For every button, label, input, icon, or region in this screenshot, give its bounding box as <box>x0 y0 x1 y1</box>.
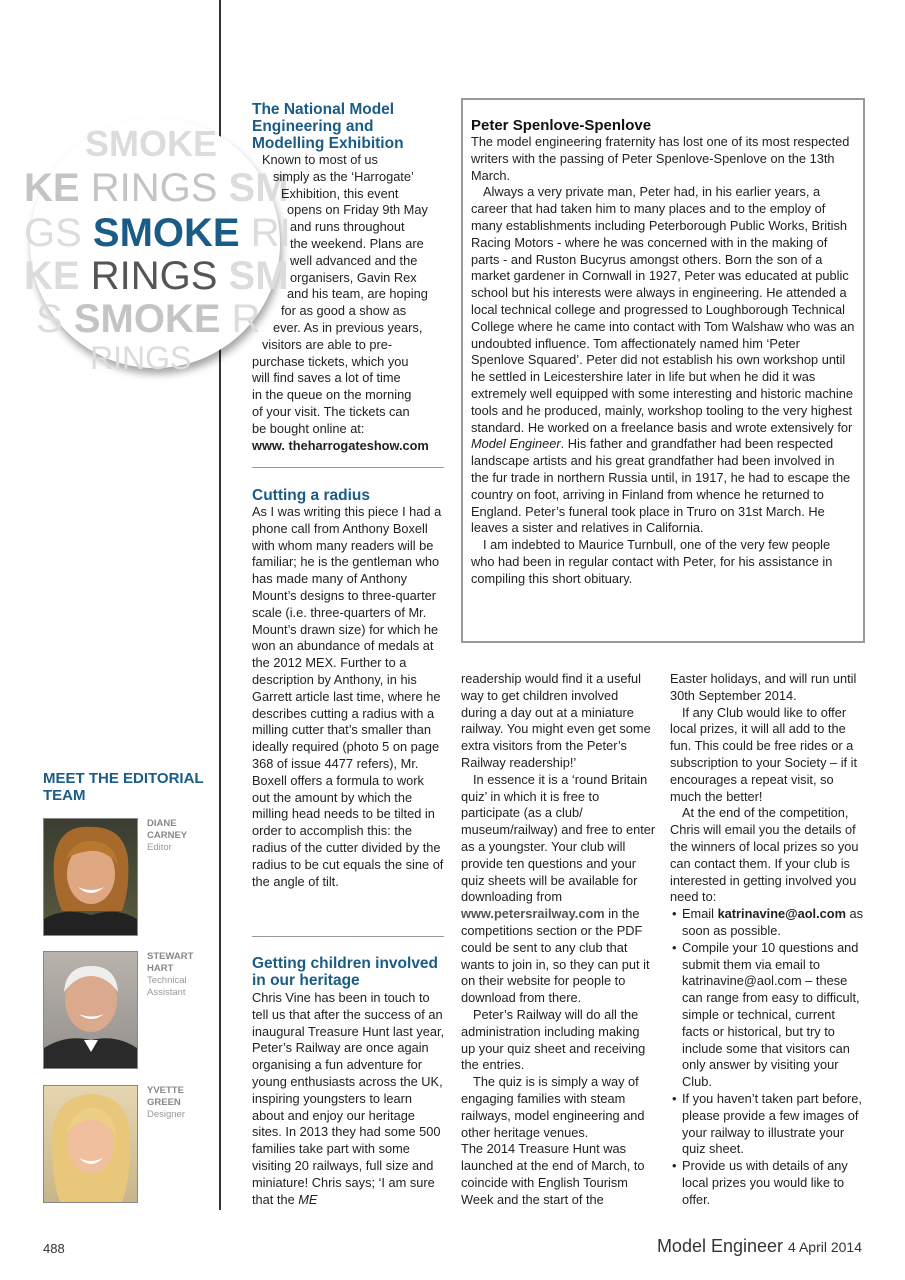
logo-fragment: RINGS <box>90 340 192 376</box>
magazine-footer <box>657 1236 862 1257</box>
heritage-body-col3: Easter holidays, and will run until 30th September 2014. If any Club would like to offer local prizes, it will all add to the fun. This could be free rides or a subscription to your Society – if it encourages a repeat visit, so much the better! At the end of the competition, Chris will email you the details of the winners of local prizes so you can contact them. If your club is interested in getting involved you need to: • Email katrinavine@aol.com as soon as possible. • Compile your 10 questions and submit them via email to katrinavine@aol.com – these can range from easy to difficult, simple or technical, current facts or historical, but try to include some that visitors can only answer by visiting your Club. • If you haven’t taken part before, please provide a few images of your railway to illustrate your quiz sheet. • Provide us with details of any local prizes you would like to offer. <box>670 671 865 1209</box>
logo-smoke: SMOKE <box>92 211 240 255</box>
heritage-body-col1: Chris Vine has been in touch to tell us that after the success of an inaugural Treasure Hunt last year, Peter’s Railway are once again organising a fun adventure for young enthusiasts across the UK, inspiring youngsters to learn about and enjoy our heritage sites. In 2013 they had some 500 families take part with some visiting 20 railways, full size and miniature! Chris says; ‘I am sure that the ME <box>252 990 445 1207</box>
member-yvette-green: YVETTE GREEN Designer <box>147 1085 186 1120</box>
petersrailway-link[interactable]: www.petersrailway.com <box>461 906 605 922</box>
section-divider <box>252 936 444 937</box>
radius-heading: Cutting a radius <box>252 487 370 504</box>
requirements-list <box>670 906 865 1208</box>
logo-fragment: SMOKE <box>85 123 218 164</box>
member-diane-carney: DIANE CARNEY Editor <box>147 818 188 853</box>
logo-line-2: KE RINGS SM <box>24 166 289 210</box>
photo-diane-carney <box>43 818 138 936</box>
list-item: • Provide us with details of any local prizes you would like to offer. <box>670 1158 865 1208</box>
team-heading: MEET THE EDITORIAL TEAM <box>43 770 204 804</box>
harrogate-heading: The National Model Engineering and Modelling Exhibition <box>252 101 404 152</box>
logo-rings: RINGS <box>90 254 218 298</box>
logo-line-4: KE RINGS SM <box>24 254 289 298</box>
obituary-paragraph: Always a very private man, Peter had, in his earlier years, a career that had taken him to many places and to the employ of many establishments including Peterborough Public Works, British Racing Motors - where he was concerned with in the making of parts - and Ruston Bucyrus amongst others. Born the son of a market gardener in Cornwall in 1927, Peter was educated at public school but his interests were always in engineering. He attended a local technical college and progressed to Loughborough Technical College where he came into contact with Tom Walshaw who was an undoubted influence. Tom affectionately named him ‘Peter Spenlove Squared’. Peter did not establish his own workshop until he settled in Leicestershire later in life but when he did it was extremely well equipped with some interesting and historic machine tools and he produced, mainly, workshop tooling to the very highest standard. He worked on a freelance basis and wrote extensively for Model Engineer. His father and grandfather had been respected landscape artists and his great grandfather had been involved in the fur trade in northern Russia until, in 1917, he had to escape the country on foot, arriving in Finland from whence he returned to England. Peter’s funeral took place in Truro on 31st March. He leaves a sister and relatives in California. <box>471 184 855 536</box>
obituary-title: Peter Spenlove-Spenlove <box>471 117 652 134</box>
list-item: • Email katrinavine@aol.com as soon as possible. <box>670 906 865 940</box>
logo-line-5: S SMOKE R <box>36 297 261 341</box>
obituary-paragraph: The model engineering fraternity has lost one of its most respected writers with the passing of Peter Spenlove-Spenlove on the 13th March. <box>471 134 850 183</box>
obituary-content <box>471 117 855 588</box>
smoke-rings-logo <box>24 118 291 376</box>
magazine-title: Model Engineer <box>656 1236 784 1256</box>
harrogate-body: Known to most of us simply as the ‘Harrogate’ Exhibition, this event opens on Friday 9th May and runs throughout the weekend. Plans are well advanced and the organisers, Gavin Rex and his team, are hoping for as good a show as ever. As in previous years, visitors are able to pre- purchase tickets, which you will find saves a lot of time in the queue on the morning of your visit. The tickets can be bought online at: www. theharrogateshow.com <box>252 152 447 454</box>
issue-date: 4 April 2014 <box>788 1239 862 1255</box>
member-stewart-hart: STEWART HART Technical Assistant <box>147 951 194 998</box>
harrogate-url[interactable]: www. theharrogateshow.com <box>252 437 429 453</box>
heritage-body-col2: readership would find it a useful way to get children involved during a day out at a miniature railway. You might even get some extra visitors from the Peter’s Railway readership!’ In essence it is a ‘round Britain quiz’ in which it is free to participate (as a club/ museum/railway) and free to enter as a youngster. Your club will provide ten questions and your quiz sheets will be available for downloading from www.petersrailway.com in the competitions section or the PDF could be sent to any club that wants to join in, so they can put it on their website for people to download from there. Peter’s Railway will do all the administration including making up your quiz sheet and receiving the entries. The quiz is is simply a way of engaging families with steam railways, model engineering and other heritage venues. The 2014 Treasure Hunt was launched at the end of March, to coincide with English Tourism Week and the start of the <box>461 671 656 1207</box>
logo-line-3: GS SMOKE RI <box>24 211 291 255</box>
photo-stewart-hart <box>43 951 138 1069</box>
page-number: 488 <box>43 1241 65 1256</box>
email-link[interactable]: katrinavine@aol.com <box>717 906 846 922</box>
list-item: • If you haven’t taken part before, please provide a few images of your railway to illustrate your quiz sheet. <box>670 1091 865 1158</box>
section-divider <box>252 467 444 468</box>
photo-yvette-green <box>43 1085 138 1203</box>
heritage-heading: Getting children involved in our heritage <box>252 955 439 989</box>
obituary-paragraph: I am indebted to Maurice Turnbull, one of the very few people who had been in regular contact with Peter, for his assistance in compiling this short obituary. <box>471 537 833 586</box>
radius-body: As I was writing this piece I had a phone call from Anthony Boxell with whom many readers will be familiar; he is the gentleman who has made many of Anthony Mount’s designs to three-quarter scale (i.e. three-quarters of Mr. Mount’s drawn size) for which he won an abundance of medals at the 2012 MEX. Further to a description by Anthony, in his Garrett article last time, where he describes cutting a radius with a milling cutter that’s smaller than ideally required (photo 5 on page 368 of issue 4477 refers), Mr. Boxell offers a formula to work out the amount by which the milling head needs to be tilted in order to accomplish this: the radius of the cutter divided by the radius to be cut equals the sine of the angle of tilt. <box>252 504 444 889</box>
list-item: • Compile your 10 questions and submit them via email to katrinavine@aol.com – these can range from easy to difficult, simple or technical, current facts or historical, but try to include some that visitors can only answer by visiting your Club. <box>670 940 865 1091</box>
